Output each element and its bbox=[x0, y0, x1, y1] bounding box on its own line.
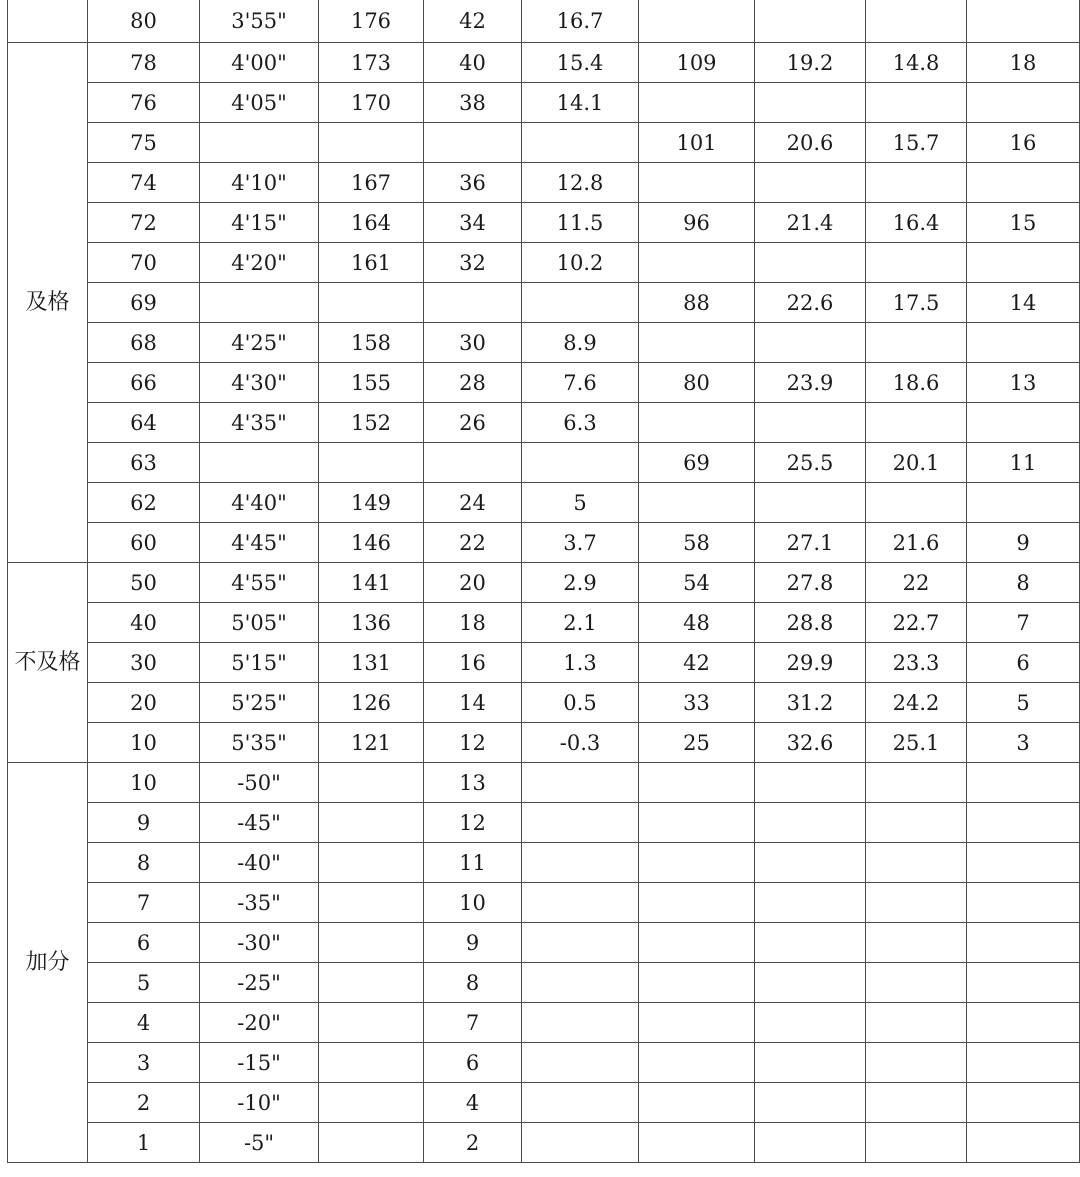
table-cell: 24 bbox=[424, 483, 522, 523]
table-cell: 30 bbox=[424, 323, 522, 363]
table-cell: 20 bbox=[88, 683, 200, 723]
table-cell: 2 bbox=[424, 1123, 522, 1163]
table-cell bbox=[639, 1083, 755, 1123]
table-cell bbox=[319, 1003, 424, 1043]
table-cell bbox=[639, 0, 755, 43]
table-cell bbox=[755, 243, 866, 283]
table-cell: 78 bbox=[88, 43, 200, 83]
table-cell: -40" bbox=[200, 843, 319, 883]
table-row bbox=[8, 83, 1080, 123]
table-cell: 28.8 bbox=[755, 603, 866, 643]
table-cell: 29.9 bbox=[755, 643, 866, 683]
table-cell: 7 bbox=[424, 1003, 522, 1043]
table-cell bbox=[639, 803, 755, 843]
table-cell: 4'45" bbox=[200, 523, 319, 563]
table-cell bbox=[639, 843, 755, 883]
table-cell: 2.9 bbox=[522, 563, 639, 603]
table-cell: 8 bbox=[88, 843, 200, 883]
table-cell bbox=[639, 883, 755, 923]
table-cell: 4'40" bbox=[200, 483, 319, 523]
table-cell bbox=[866, 1003, 967, 1043]
table-row bbox=[8, 883, 1080, 923]
table-cell: 4'00" bbox=[200, 43, 319, 83]
table-cell: 14.8 bbox=[866, 43, 967, 83]
table-cell bbox=[755, 163, 866, 203]
table-cell: -10" bbox=[200, 1083, 319, 1123]
table-cell: -45" bbox=[200, 803, 319, 843]
table-cell: 1 bbox=[88, 1123, 200, 1163]
table-cell bbox=[967, 923, 1080, 963]
table-cell: 18 bbox=[424, 603, 522, 643]
table-cell bbox=[755, 803, 866, 843]
table-cell bbox=[319, 963, 424, 1003]
table-row bbox=[8, 683, 1080, 723]
table-cell: 4'20" bbox=[200, 243, 319, 283]
table-cell bbox=[522, 123, 639, 163]
table-row bbox=[8, 403, 1080, 443]
table-row bbox=[8, 323, 1080, 363]
table-cell: 42 bbox=[639, 643, 755, 683]
table-cell: 24.2 bbox=[866, 683, 967, 723]
table-cell bbox=[967, 1003, 1080, 1043]
table-cell bbox=[967, 0, 1080, 43]
table-cell bbox=[866, 243, 967, 283]
table-cell: 7 bbox=[967, 603, 1080, 643]
table-cell: 69 bbox=[88, 283, 200, 323]
table-cell: 50 bbox=[88, 563, 200, 603]
table-cell: 5'15" bbox=[200, 643, 319, 683]
table-cell bbox=[866, 963, 967, 1003]
table-cell: 11 bbox=[424, 843, 522, 883]
table-cell: 8 bbox=[967, 563, 1080, 603]
table-cell: 40 bbox=[88, 603, 200, 643]
table-cell: 27.1 bbox=[755, 523, 866, 563]
table-row bbox=[8, 43, 1080, 83]
table-cell: 16 bbox=[424, 643, 522, 683]
table-cell: 126 bbox=[319, 683, 424, 723]
table-cell bbox=[319, 803, 424, 843]
table-cell: 11.5 bbox=[522, 203, 639, 243]
table-cell: 161 bbox=[319, 243, 424, 283]
table-cell: 58 bbox=[639, 523, 755, 563]
table-cell: 69 bbox=[639, 443, 755, 483]
table-cell bbox=[639, 163, 755, 203]
table-cell: 15.7 bbox=[866, 123, 967, 163]
table-cell bbox=[639, 763, 755, 803]
table-cell: 6 bbox=[88, 923, 200, 963]
table-cell: 25.5 bbox=[755, 443, 866, 483]
table-cell bbox=[967, 1043, 1080, 1083]
table-cell bbox=[967, 1083, 1080, 1123]
table-cell bbox=[522, 963, 639, 1003]
table-cell: 2 bbox=[88, 1083, 200, 1123]
table-cell: 7.6 bbox=[522, 363, 639, 403]
table-cell bbox=[522, 1083, 639, 1123]
table-cell bbox=[866, 403, 967, 443]
table-cell: 167 bbox=[319, 163, 424, 203]
table-cell: 2.1 bbox=[522, 603, 639, 643]
table-cell: 80 bbox=[88, 0, 200, 43]
table-cell: -25" bbox=[200, 963, 319, 1003]
table-cell: 136 bbox=[319, 603, 424, 643]
table-cell: 164 bbox=[319, 203, 424, 243]
table-cell: 23.3 bbox=[866, 643, 967, 683]
table-cell bbox=[755, 403, 866, 443]
table-cell bbox=[522, 283, 639, 323]
table-cell: 27.8 bbox=[755, 563, 866, 603]
table-cell bbox=[522, 843, 639, 883]
category-label-pass: 及格 bbox=[8, 43, 88, 563]
table-cell: 10 bbox=[88, 723, 200, 763]
table-cell bbox=[967, 483, 1080, 523]
table-cell bbox=[866, 83, 967, 123]
table-cell: 60 bbox=[88, 523, 200, 563]
table-cell: 170 bbox=[319, 83, 424, 123]
table-cell bbox=[522, 1043, 639, 1083]
table-cell: 5 bbox=[88, 963, 200, 1003]
table-cell: 80 bbox=[639, 363, 755, 403]
table-cell: 23.9 bbox=[755, 363, 866, 403]
table-cell: 141 bbox=[319, 563, 424, 603]
table-cell bbox=[866, 1123, 967, 1163]
table-cell: 34 bbox=[424, 203, 522, 243]
table-cell: -30" bbox=[200, 923, 319, 963]
table-cell: 4'10" bbox=[200, 163, 319, 203]
table-cell: 22 bbox=[424, 523, 522, 563]
table-cell bbox=[967, 883, 1080, 923]
table-cell bbox=[967, 763, 1080, 803]
table-cell: 21.4 bbox=[755, 203, 866, 243]
table-cell: 12.8 bbox=[522, 163, 639, 203]
table-cell: 109 bbox=[639, 43, 755, 83]
table-cell: 4'25" bbox=[200, 323, 319, 363]
table-row bbox=[8, 1083, 1080, 1123]
table-cell: 5'35" bbox=[200, 723, 319, 763]
table-cell: 66 bbox=[88, 363, 200, 403]
table-cell bbox=[866, 843, 967, 883]
table-row bbox=[8, 563, 1080, 603]
table-cell: 3'55" bbox=[200, 0, 319, 43]
table-cell: 4'55" bbox=[200, 563, 319, 603]
table-cell: 15 bbox=[967, 203, 1080, 243]
table-cell bbox=[200, 283, 319, 323]
table-cell bbox=[967, 803, 1080, 843]
table-cell: -15" bbox=[200, 1043, 319, 1083]
table-cell bbox=[319, 1083, 424, 1123]
table-cell: 96 bbox=[639, 203, 755, 243]
table-cell: -35" bbox=[200, 883, 319, 923]
table-cell: 22.7 bbox=[866, 603, 967, 643]
table-cell bbox=[866, 883, 967, 923]
table-cell: 8 bbox=[424, 963, 522, 1003]
table-row bbox=[8, 283, 1080, 323]
table-cell: 33 bbox=[639, 683, 755, 723]
table-cell bbox=[319, 1123, 424, 1163]
table-cell bbox=[755, 963, 866, 1003]
table-cell bbox=[319, 763, 424, 803]
table-cell: -20" bbox=[200, 1003, 319, 1043]
table-cell: 4 bbox=[424, 1083, 522, 1123]
table-cell bbox=[522, 883, 639, 923]
table-cell: 7 bbox=[88, 883, 200, 923]
table-cell: 4 bbox=[88, 1003, 200, 1043]
table-cell bbox=[424, 283, 522, 323]
table-row bbox=[8, 243, 1080, 283]
table-row bbox=[8, 0, 1080, 43]
table-cell: 40 bbox=[424, 43, 522, 83]
category-cell-empty bbox=[8, 0, 88, 43]
table-cell: 20.1 bbox=[866, 443, 967, 483]
table-cell: 5'05" bbox=[200, 603, 319, 643]
table-cell: 3 bbox=[967, 723, 1080, 763]
table-cell: 30 bbox=[88, 643, 200, 683]
table-cell bbox=[639, 323, 755, 363]
table-cell bbox=[866, 323, 967, 363]
table-cell: 16.7 bbox=[522, 0, 639, 43]
table-cell: 0.5 bbox=[522, 683, 639, 723]
table-cell: 6 bbox=[967, 643, 1080, 683]
table-cell bbox=[522, 763, 639, 803]
table-cell: 1.3 bbox=[522, 643, 639, 683]
table-cell: 36 bbox=[424, 163, 522, 203]
table-row bbox=[8, 203, 1080, 243]
category-label-bonus: 加分 bbox=[8, 763, 88, 1163]
table-cell bbox=[967, 963, 1080, 1003]
table-cell bbox=[639, 1043, 755, 1083]
table-cell: 18.6 bbox=[866, 363, 967, 403]
table-cell: 5 bbox=[967, 683, 1080, 723]
table-cell: 10 bbox=[424, 883, 522, 923]
table-cell bbox=[639, 1003, 755, 1043]
table-cell bbox=[319, 443, 424, 483]
table-row bbox=[8, 1043, 1080, 1083]
table-cell bbox=[755, 83, 866, 123]
table-cell bbox=[755, 1083, 866, 1123]
table-cell: 155 bbox=[319, 363, 424, 403]
table-cell bbox=[522, 803, 639, 843]
table-cell: 26 bbox=[424, 403, 522, 443]
table-cell: 4'35" bbox=[200, 403, 319, 443]
table-cell: 14.1 bbox=[522, 83, 639, 123]
table-cell bbox=[866, 483, 967, 523]
table-cell: 11 bbox=[967, 443, 1080, 483]
table-cell bbox=[967, 1123, 1080, 1163]
category-label-fail: 不及格 bbox=[8, 563, 88, 763]
table-cell bbox=[424, 123, 522, 163]
table-cell: 16.4 bbox=[866, 203, 967, 243]
table-cell bbox=[319, 123, 424, 163]
table-cell: 10.2 bbox=[522, 243, 639, 283]
table-row bbox=[8, 723, 1080, 763]
table-cell: 146 bbox=[319, 523, 424, 563]
table-cell: 3 bbox=[88, 1043, 200, 1083]
table-cell bbox=[200, 443, 319, 483]
table-cell: 4'05" bbox=[200, 83, 319, 123]
table-cell: 9 bbox=[88, 803, 200, 843]
table-row bbox=[8, 523, 1080, 563]
table-cell: 3.7 bbox=[522, 523, 639, 563]
table-row bbox=[8, 603, 1080, 643]
table-cell bbox=[866, 163, 967, 203]
table-cell: 149 bbox=[319, 483, 424, 523]
table-row bbox=[8, 963, 1080, 1003]
table-cell: 4'30" bbox=[200, 363, 319, 403]
table-cell bbox=[522, 1003, 639, 1043]
table-cell: 28 bbox=[424, 363, 522, 403]
table-cell: 32.6 bbox=[755, 723, 866, 763]
table-row bbox=[8, 763, 1080, 803]
table-cell: 63 bbox=[88, 443, 200, 483]
table-cell: 173 bbox=[319, 43, 424, 83]
table-cell: 121 bbox=[319, 723, 424, 763]
table-row bbox=[8, 843, 1080, 883]
table-cell: -5" bbox=[200, 1123, 319, 1163]
table-cell: 62 bbox=[88, 483, 200, 523]
table-body bbox=[8, 0, 1080, 1163]
table-cell bbox=[319, 923, 424, 963]
table-cell: 42 bbox=[424, 0, 522, 43]
table-row bbox=[8, 483, 1080, 523]
table-cell bbox=[755, 883, 866, 923]
table-cell: 17.5 bbox=[866, 283, 967, 323]
table-cell bbox=[639, 1123, 755, 1163]
table-cell: 64 bbox=[88, 403, 200, 443]
table-cell: -50" bbox=[200, 763, 319, 803]
table-row bbox=[8, 643, 1080, 683]
table-cell bbox=[755, 323, 866, 363]
table-cell: 101 bbox=[639, 123, 755, 163]
table-cell: 8.9 bbox=[522, 323, 639, 363]
table-cell: 19.2 bbox=[755, 43, 866, 83]
table-cell bbox=[755, 1003, 866, 1043]
table-cell: 88 bbox=[639, 283, 755, 323]
table-cell: 5'25" bbox=[200, 683, 319, 723]
table-cell: 9 bbox=[424, 923, 522, 963]
table-cell bbox=[522, 443, 639, 483]
table-cell bbox=[319, 843, 424, 883]
table-cell: 12 bbox=[424, 803, 522, 843]
table-cell bbox=[866, 1043, 967, 1083]
table-cell bbox=[755, 483, 866, 523]
table-cell: 38 bbox=[424, 83, 522, 123]
table-cell: 32 bbox=[424, 243, 522, 283]
table-cell: 6 bbox=[424, 1043, 522, 1083]
table-cell: 13 bbox=[424, 763, 522, 803]
table-cell bbox=[639, 923, 755, 963]
table-cell: 54 bbox=[639, 563, 755, 603]
table-cell: -0.3 bbox=[522, 723, 639, 763]
table-cell: 4'15" bbox=[200, 203, 319, 243]
table-cell bbox=[755, 923, 866, 963]
table-cell bbox=[755, 1043, 866, 1083]
table-cell: 176 bbox=[319, 0, 424, 43]
table-cell bbox=[967, 843, 1080, 883]
table-row bbox=[8, 123, 1080, 163]
table-row bbox=[8, 803, 1080, 843]
table-cell bbox=[967, 83, 1080, 123]
table-cell: 152 bbox=[319, 403, 424, 443]
table-cell bbox=[755, 843, 866, 883]
table-cell bbox=[639, 963, 755, 1003]
table-cell: 9 bbox=[967, 523, 1080, 563]
table-cell: 25.1 bbox=[866, 723, 967, 763]
table-cell bbox=[755, 763, 866, 803]
table-row bbox=[8, 363, 1080, 403]
table-cell bbox=[200, 123, 319, 163]
table-cell bbox=[522, 1123, 639, 1163]
table-cell: 75 bbox=[88, 123, 200, 163]
table-cell: 22 bbox=[866, 563, 967, 603]
table-cell: 20 bbox=[424, 563, 522, 603]
table-cell bbox=[755, 0, 866, 43]
table-cell bbox=[967, 403, 1080, 443]
table-cell: 48 bbox=[639, 603, 755, 643]
table-cell: 20.6 bbox=[755, 123, 866, 163]
table-row bbox=[8, 1123, 1080, 1163]
table-cell bbox=[967, 243, 1080, 283]
table-cell: 22.6 bbox=[755, 283, 866, 323]
table-cell: 5 bbox=[522, 483, 639, 523]
table-cell: 10 bbox=[88, 763, 200, 803]
table-cell bbox=[866, 1083, 967, 1123]
table-cell: 25 bbox=[639, 723, 755, 763]
table-cell bbox=[755, 1123, 866, 1163]
table-cell bbox=[319, 283, 424, 323]
table-cell: 12 bbox=[424, 723, 522, 763]
table-cell: 68 bbox=[88, 323, 200, 363]
table-cell bbox=[319, 883, 424, 923]
table-cell: 70 bbox=[88, 243, 200, 283]
table-cell bbox=[522, 923, 639, 963]
table-row bbox=[8, 443, 1080, 483]
table-cell: 74 bbox=[88, 163, 200, 203]
table-cell bbox=[967, 163, 1080, 203]
table-cell bbox=[639, 83, 755, 123]
table-cell: 16 bbox=[967, 123, 1080, 163]
table-cell bbox=[639, 243, 755, 283]
table-cell: 76 bbox=[88, 83, 200, 123]
table-cell bbox=[866, 923, 967, 963]
table-cell: 15.4 bbox=[522, 43, 639, 83]
table-cell: 14 bbox=[967, 283, 1080, 323]
table-cell: 18 bbox=[967, 43, 1080, 83]
table-cell bbox=[319, 1043, 424, 1083]
table-cell bbox=[866, 0, 967, 43]
table-cell bbox=[866, 803, 967, 843]
table-cell: 72 bbox=[88, 203, 200, 243]
table-row bbox=[8, 923, 1080, 963]
table-cell bbox=[639, 483, 755, 523]
table-cell: 31.2 bbox=[755, 683, 866, 723]
table-row bbox=[8, 163, 1080, 203]
table-cell: 14 bbox=[424, 683, 522, 723]
score-table bbox=[7, 0, 1080, 1163]
table-cell: 158 bbox=[319, 323, 424, 363]
table-row bbox=[8, 1003, 1080, 1043]
table-cell: 6.3 bbox=[522, 403, 639, 443]
table-cell bbox=[866, 763, 967, 803]
table-cell bbox=[424, 443, 522, 483]
table-cell bbox=[639, 403, 755, 443]
table-cell: 131 bbox=[319, 643, 424, 683]
table-cell: 13 bbox=[967, 363, 1080, 403]
table-cell bbox=[967, 323, 1080, 363]
table-cell: 21.6 bbox=[866, 523, 967, 563]
